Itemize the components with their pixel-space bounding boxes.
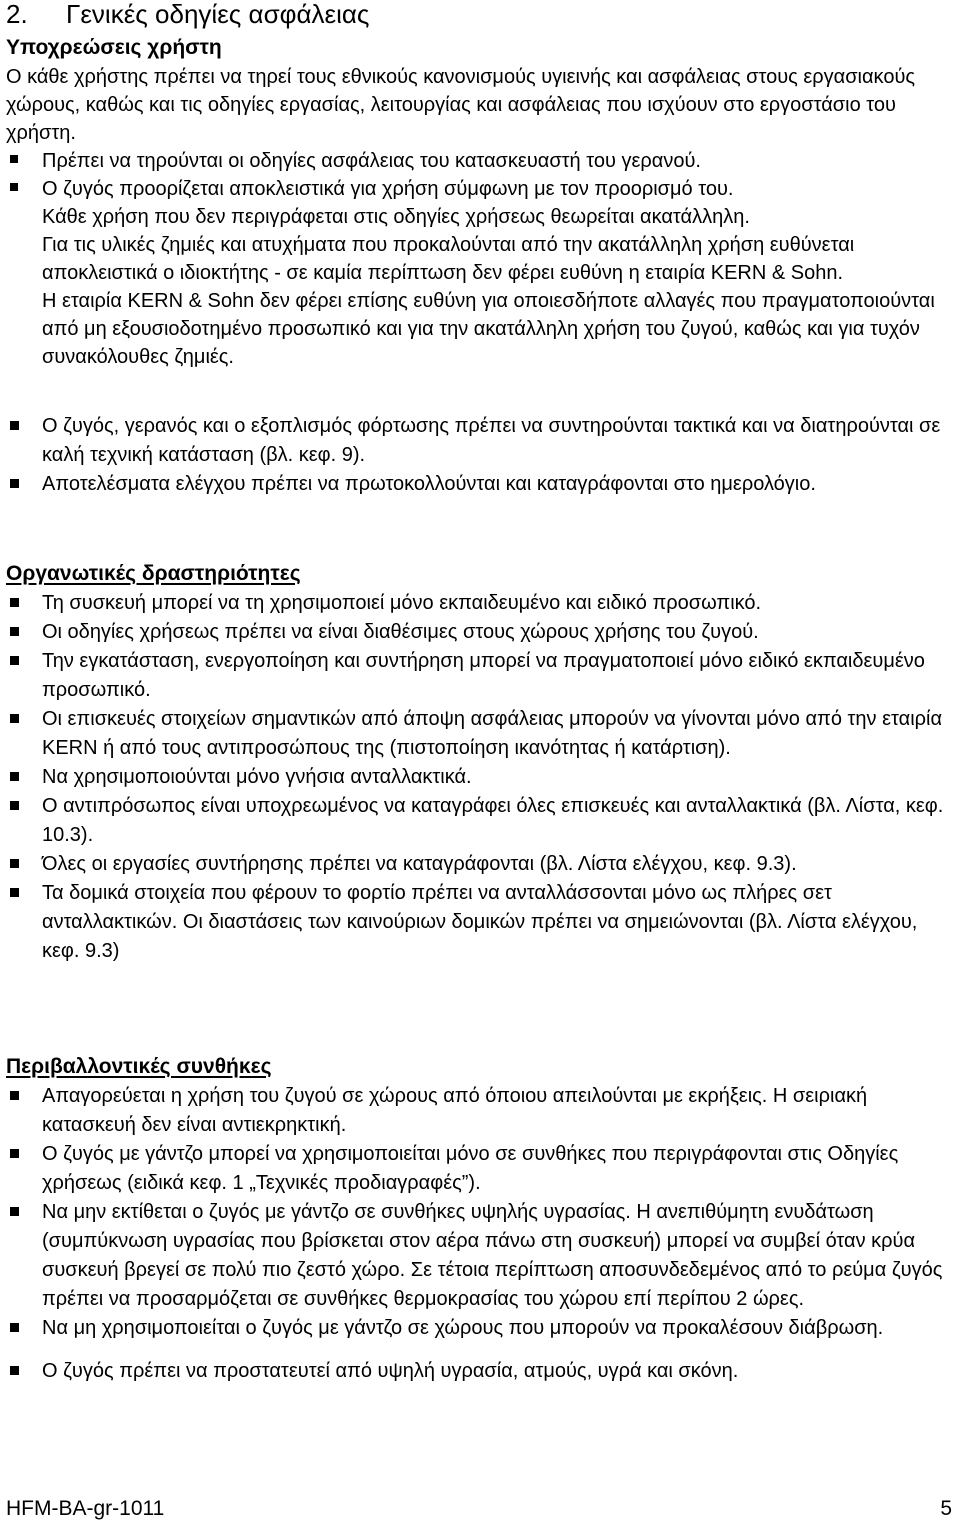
list-item	[6, 1198, 956, 1314]
user-obligations-body	[6, 63, 956, 371]
bullet-square-icon	[10, 1091, 19, 1100]
bullet-square-icon	[10, 1323, 19, 1332]
list-item-text: Να μη χρησιμοποιείται ο ζυγός με γάντζο σε χώρους που μπορούν να προκαλέσουν διάβρωση.	[42, 1317, 884, 1339]
environmental-list	[6, 1082, 956, 1386]
list-item	[6, 763, 956, 792]
list-item-text: Να χρησιμοποιούνται μόνο γνήσια ανταλλακτικά.	[42, 766, 472, 788]
bullet-square-icon	[10, 656, 19, 665]
continuation-text: Κάθε χρήση που δεν περιγράφεται στις οδηγίες χρήσεως θεωρείται ακατάλληλη.	[42, 206, 750, 228]
chapter-heading	[6, 0, 369, 29]
list-item	[6, 647, 956, 705]
bullet-square-icon	[10, 801, 19, 810]
footer-page-number: 5	[940, 1497, 952, 1520]
section-heading-organizational: Οργανωτικές δραστηριότητες	[6, 562, 301, 585]
chapter-title: Γενικές οδηγίες ασφάλειας	[66, 0, 370, 29]
bullet-square-icon	[10, 627, 19, 636]
list-item-text: Τα δομικά στοιχεία που φέρουν το φορτίο πρέπει να ανταλλάσσονται μόνο ως πλήρες σετ ανταλλακτικών. Οι διαστάσεις των καινούριων δομικών πρέπει να σημειώνονται (βλ. Λίστα ελέγχου, κεφ. 9.3)	[42, 882, 918, 962]
section-heading-user-obligations: Υποχρεώσεις χρήστη	[6, 36, 222, 59]
organizational-list	[6, 589, 956, 966]
list-item	[6, 850, 956, 879]
list-item-text: Να μην εκτίθεται ο ζυγός με γάντζο σε συνθήκες υψηλής υγρασίας. Η ανεπιθύμητη ενυδάτωση (συμπύκνωση υγρασίας που βρίσκεται στον αέρα πάνω στη συσκευή) μπορεί να συμβεί όταν κρύα συσκευή βρεγεί σε πολύ πιο ζεστό χώρο. Σε τέτοια περίπτωση αποσυνδεδεμένος από το ρεύμα ζυγός πρέπει να προσαρμόζεται σε συνθήκες θερμοκρασίας του χώρου επί περίπου 2 ώρες.	[42, 1201, 943, 1310]
bullet-square-icon	[10, 714, 19, 723]
chapter-number: 2.	[6, 0, 28, 29]
list-item-text: Την εγκατάσταση, ενεργοποίηση και συντήρηση μπορεί να πραγματοποιεί μόνο ειδικό εκπαιδευμένο προσωπικό.	[42, 650, 925, 701]
bullet-square-icon	[10, 183, 18, 191]
footer-doc-code: HFM-BA-gr-1011	[6, 1497, 165, 1520]
list-item	[6, 1082, 956, 1140]
bullet-square-icon	[10, 1149, 19, 1158]
list-item	[6, 1140, 956, 1198]
bullet-square-icon	[10, 772, 19, 781]
list-item-text: Ο ζυγός με γάντζο μπορεί να χρησιμοποιείται μόνο σε συνθήκες που περιγράφονται στις Οδηγίες χρήσεως (ειδικά κεφ. 1 „Τεχνικές προδιαγραφές”).	[42, 1143, 899, 1194]
bullet-square-icon	[10, 598, 19, 607]
bullet-square-icon	[10, 421, 19, 430]
list-item	[6, 792, 956, 850]
intro-paragraph: Ο κάθε χρήστης πρέπει να τηρεί τους εθνικούς κανονισμούς υγιεινής και ασφάλειας στους εργασιακούς χώρους, καθώς και τις οδηγίες εργασίας, λειτουργίας και ασφάλειας που ισχύουν στο εργοστάσιο του χρήστη.	[6, 66, 916, 144]
list-item	[6, 879, 956, 966]
bullet-square-icon	[10, 479, 19, 488]
bullet-square-icon	[10, 1207, 19, 1216]
list-item-text: Ο ζυγός πρέπει να προστατευτεί από υψηλή υγρασία, ατμούς, υγρά και σκόνη.	[42, 1360, 739, 1382]
list-item	[6, 705, 956, 763]
user-obligations-list-after	[6, 412, 956, 499]
list-item-text: Πρέπει να τηρούνται οι οδηγίες ασφάλειας του κατασκευαστή του γερανού.	[42, 150, 701, 172]
list-item	[6, 618, 956, 647]
list-item	[6, 147, 956, 175]
bullet-square-icon	[10, 1366, 19, 1375]
list-item-text: Ο αντιπρόσωπος είναι υποχρεωμένος να καταγράφει όλες επισκευές και ανταλλακτικά (βλ. Λίστα, κεφ. 10.3).	[42, 795, 944, 846]
list-item	[6, 175, 956, 203]
list-item-text: Αποτελέσματα ελέγχου πρέπει να πρωτοκολλούνται και καταγράφονται στο ημερολόγιο.	[42, 473, 816, 495]
bullet-square-icon	[10, 859, 19, 868]
list-item-text: Τη συσκευή μπορεί να τη χρησιμοποιεί μόνο εκπαιδευμένο και ειδικό προσωπικό.	[42, 592, 762, 614]
list-continuation	[6, 203, 956, 371]
list-item-text: Ο ζυγός, γερανός και ο εξοπλισμός φόρτωσης πρέπει να συντηρούνται τακτικά και να διατηρούνται σε καλή τεχνική κατάσταση (βλ. κεφ. 9).	[42, 415, 941, 466]
list-item	[6, 412, 956, 470]
section-heading-environmental: Περιβαλλοντικές συνθήκες	[6, 1055, 272, 1078]
list-item	[6, 589, 956, 618]
list-item	[6, 1314, 956, 1343]
list-item-text: Ο ζυγός προορίζεται αποκλειστικά για χρήση σύμφωνη με τον προορισμό του.	[42, 178, 734, 200]
list-item	[6, 470, 956, 499]
list-item-text: Όλες οι εργασίες συντήρησης πρέπει να καταγράφονται (βλ. Λίστα ελέγχου, κεφ. 9.3).	[42, 853, 797, 875]
continuation-text: Για τις υλικές ζημιές και ατυχήματα που προκαλούνται από την ακατάλληλη χρήση ευθύνεται αποκλειστικά ο ιδιοκτήτης - σε καμία περίπτωση δεν φέρει ευθύνη η εταιρία KERN & Sohn.	[42, 234, 855, 284]
list-item-text: Απαγορεύεται η χρήση του ζυγού σε χώρους από όποιου απειλούνται με εκρήξεις. Η σειριακή κατασκευή δεν είναι αντιεκρηκτική.	[42, 1085, 868, 1136]
list-item-text: Οι επισκευές στοιχείων σημαντικών από άποψη ασφάλειας μπορούν να γίνονται μόνο από την εταιρία KERN ή από τους αντιπροσώπους της (πιστοποίηση ικανότητας ή κατάρτιση).	[42, 708, 943, 759]
continuation-text: Η εταιρία KERN & Sohn δεν φέρει επίσης ευθύνη για οποιεσδήποτε αλλαγές που πραγματοποιούνται από μη εξουσιοδοτημένο προσωπικό και για την ακατάλληλη χρήση του ζυγού, καθώς και για τυχόν συνακόλουθες ζημιές.	[42, 290, 935, 368]
bullet-square-icon	[10, 155, 18, 163]
list-item-text: Οι οδηγίες χρήσεως πρέπει να είναι διαθέσιμες στους χώρους χρήσης του ζυγού.	[42, 621, 759, 643]
bullet-square-icon	[10, 888, 19, 897]
list-item	[6, 1357, 956, 1386]
